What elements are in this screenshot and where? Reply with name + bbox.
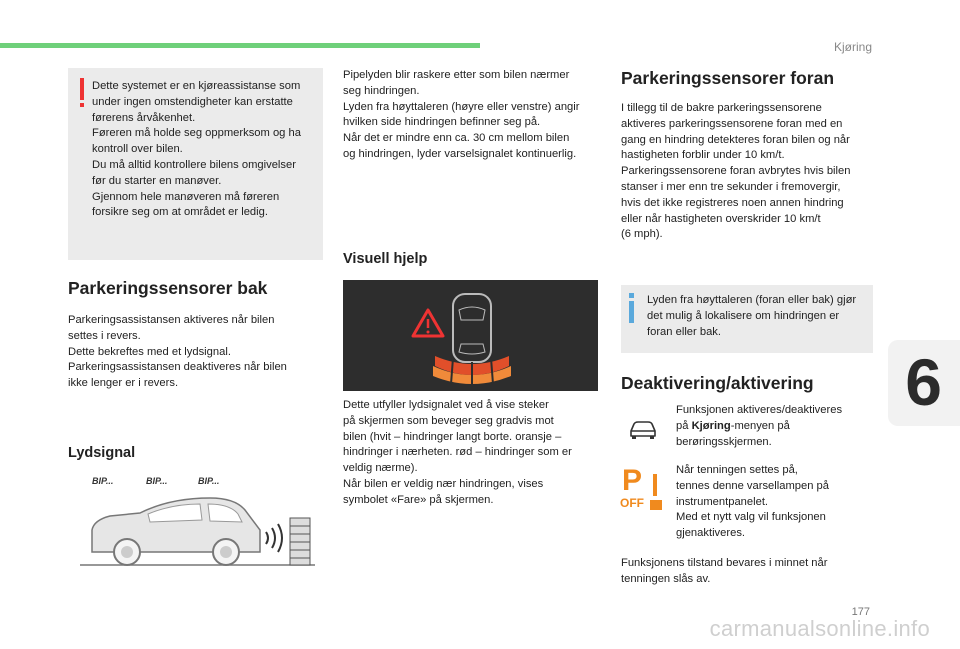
text-line: gang en hindring detekteres foran bilen og når bbox=[621, 133, 850, 146]
activation-item-1 bbox=[676, 403, 876, 450]
front-sensors-text bbox=[621, 101, 881, 243]
warning-line: kontroll over bilen. bbox=[92, 143, 183, 156]
warning-icon bbox=[80, 78, 85, 110]
watermark: carmanualsonline.info bbox=[709, 616, 930, 641]
parking-display-icon bbox=[343, 280, 598, 391]
text-line: hvis det ikke registreres noen annen hindring bbox=[621, 196, 844, 209]
text-line: (6 mph). bbox=[621, 228, 663, 241]
text-line: Lyden fra høyttaleren (foran eller bak) gjør bbox=[647, 294, 857, 306]
text-line: aktiveres parkeringssensorene foran med en bbox=[621, 117, 843, 130]
text-line: hindringer i nærheten. rød – hindringer som er bbox=[343, 446, 572, 459]
text-line: Funksjonen aktiveres/deaktiveres bbox=[676, 404, 843, 416]
text-line: Funksjonens tilstand bevares i minnet når bbox=[621, 557, 828, 569]
poff-label: OFF bbox=[620, 496, 644, 510]
text-line: gjenaktiveres. bbox=[676, 527, 746, 540]
warning-line: Gjennom hele manøveren må føreren bbox=[92, 190, 280, 203]
text-line: det mulig å lokalisere om hindringen er bbox=[647, 309, 840, 322]
text-line: Når bilen er veldig nær hindringen, vises bbox=[343, 477, 544, 490]
text-line: instrumentpanelet. bbox=[676, 495, 769, 508]
visual-aid-description bbox=[343, 398, 603, 509]
text-line: tennes denne varsellampen på bbox=[676, 479, 830, 492]
text-line: Parkeringsassistansen aktiveres når bilen bbox=[68, 314, 275, 326]
text-fragment: -menyen på bbox=[730, 419, 790, 432]
sensor-waves-icon bbox=[648, 470, 664, 510]
info-icon bbox=[629, 293, 635, 323]
info-text bbox=[647, 293, 869, 340]
text-line: symbolet «Fare» på skjermen. bbox=[343, 493, 494, 506]
text-line: foran eller bak. bbox=[647, 325, 722, 338]
text-line: Når tenningen settes på, bbox=[676, 464, 798, 476]
text-line: og hindringen, lyder varselsignalet kontinuerlig. bbox=[343, 147, 577, 160]
text-line: seg hindringen. bbox=[343, 84, 420, 97]
parking-screen-image bbox=[343, 280, 598, 391]
text-line: tenningen slås av. bbox=[621, 572, 711, 585]
car-rear-sensor-icon bbox=[70, 470, 320, 570]
warning-box bbox=[68, 68, 323, 260]
rear-sensors-heading: Parkeringssensorer bak bbox=[68, 278, 268, 298]
text-fragment: på bbox=[676, 419, 692, 432]
text-line: stanser i mer enn tre sekunder i fremovergir, bbox=[621, 180, 841, 193]
info-box bbox=[621, 285, 873, 353]
parking-off-warning-icon bbox=[620, 464, 664, 512]
bip-label: BIP... bbox=[198, 476, 220, 486]
text-line: hvilken side hindringen befinner seg på. bbox=[343, 116, 541, 129]
sound-signal-heading: Lydsignal bbox=[68, 445, 136, 461]
chapter-number: 6 bbox=[905, 345, 942, 419]
menu-name: Kjøring bbox=[691, 419, 731, 432]
text-line: veldig nærme). bbox=[343, 462, 418, 475]
warning-line: før du starter en manøver. bbox=[92, 174, 222, 187]
text-line: Lyden fra høyttaleren (høyre eller venstre) angir bbox=[343, 100, 580, 113]
car-settings-icon bbox=[628, 418, 658, 440]
activation-item-2 bbox=[676, 463, 876, 542]
page-number: 177 bbox=[851, 606, 870, 618]
text-line bbox=[676, 419, 876, 435]
text-line: settes i revers. bbox=[68, 329, 141, 342]
reversing-car-illustration bbox=[70, 470, 320, 570]
front-sensors-heading: Parkeringssensorer foran bbox=[621, 68, 835, 88]
text-line: på skjermen som beveger seg gradvis mot bbox=[343, 414, 554, 427]
text-line: Med et nytt valg vil funksjonen bbox=[676, 511, 826, 524]
visual-aid-heading: Visuell hjelp bbox=[343, 251, 428, 267]
warning-line: førerens årvåkenhet. bbox=[92, 111, 196, 124]
text-line: Dette bekreftes med et lydsignal. bbox=[68, 345, 231, 358]
text-line: hastigheten forblir under 10 km/t. bbox=[621, 149, 785, 162]
text-line: Parkeringsassistansen deaktiveres når bilen bbox=[68, 361, 287, 374]
beep-description bbox=[343, 68, 603, 163]
text-line: I tillegg til de bakre parkeringssensorene bbox=[621, 102, 822, 114]
text-line: bilen (hvit – hindringer langt borte. oransje – bbox=[343, 430, 562, 443]
text-line: Når det er mindre enn ca. 30 cm mellom bilen bbox=[343, 132, 570, 145]
warning-line: under ingen omstendigheter kan erstatte bbox=[92, 95, 293, 108]
text-line: Parkeringssensorene foran avbrytes hvis bilen bbox=[621, 165, 851, 178]
rear-sensors-text bbox=[68, 313, 328, 392]
bip-label: BIP... bbox=[146, 476, 168, 486]
warning-line: Du må alltid kontrollere bilens omgivelser bbox=[92, 158, 296, 171]
text-line: berøringsskjermen. bbox=[676, 435, 772, 448]
warning-line: Dette systemet er en kjøreassistanse som bbox=[92, 80, 301, 92]
text-line: eller når hastigheten overskrider 10 km/t bbox=[621, 212, 821, 225]
text-line: Pipelyden blir raskere etter som bilen nærmer bbox=[343, 69, 570, 81]
text-line: Dette utfyller lydsignalet ved å vise steker bbox=[343, 399, 549, 411]
chapter-title: Kjøring bbox=[833, 40, 872, 54]
memory-note bbox=[621, 556, 881, 588]
warning-text bbox=[92, 79, 317, 221]
activation-heading: Deaktivering/aktivering bbox=[621, 373, 814, 393]
bip-label: BIP... bbox=[92, 476, 114, 486]
warning-line: Føreren må holde seg oppmerksom og ha bbox=[92, 127, 301, 140]
text-line: ikke lenger er i revers. bbox=[68, 377, 179, 390]
chapter-color-bar bbox=[0, 43, 480, 48]
warning-line: forsikre seg om at området er ledig. bbox=[92, 206, 268, 219]
poff-letter: P bbox=[622, 464, 643, 497]
